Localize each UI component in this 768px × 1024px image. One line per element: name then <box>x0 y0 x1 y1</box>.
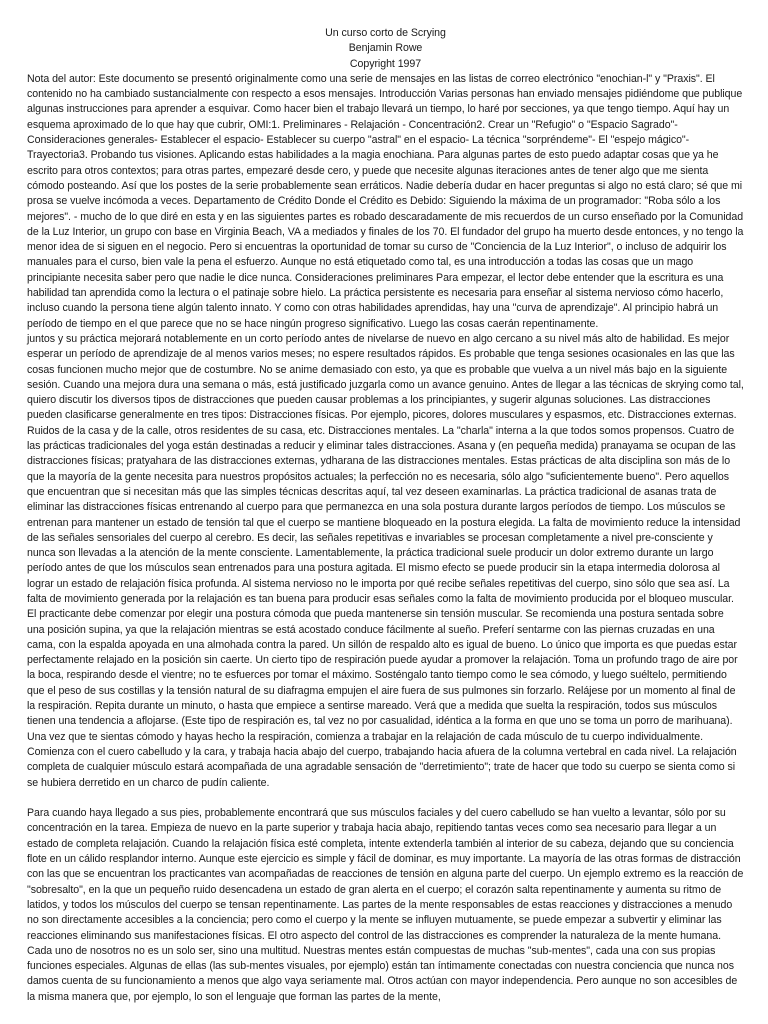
paragraph-author-note: Nota del autor: Este documento se presentó originalmente como una serie de mensajes en las listas de correo electrónico "enochian-l" y "Praxis". El contenido no ha cambiado sustancialmente con respecto a esos mensajes. Introducción Varias personas han enviado mensajes pidiéndome que publique algunas instrucciones para aprender a esquivar. Como hacer bien el trabajo llevará un tiempo, lo haré por secciones, ya que tengo tiempo. Aquí hay un esquema aproximado de lo que hay que cubrir, OMI:1. Preliminares - Relajación - Concentración2. Crear un "Refugio" o "Espacio Sagrado"- Consideraciones generales- Establecer el espacio- Establecer su cuerpo "astral" en el espacio- La técnica "sorpréndeme"- El "espejo mágico"- Trayectoria3. Probando tus visiones. Aplicando estas habilidades a la magia enochiana. Para algunas partes de esto puedo adaptar cosas que ya he escrito para otros contextos; para otras partes, empezaré desde cero, y puede que necesite algunas iteraciones antes de tener algo que me sienta cómodo posteando. Así que los postes de la serie probablemente sean erráticos. Nadie debería dudar en hacer preguntas si algo no está claro; sé que mi prosa se vuelve incómoda a veces. Departamento de Crédito Donde el Crédito es Debido: Siguiendo la máxima de un programador: "Roba sólo a los mejores". - mucho de lo que diré en esta y en las siguientes partes es robado descaradamente de mis recuerdos de un curso enseñado por la Comunidad de la Luz Interior, un grupo con base en Virginia Beach, VA a mediados y finales de los 70. El fundador del grupo ha muerto desde entonces, y no tengo la menor idea de si siguen en el negocio. Pero si encuentras la oportunidad de tomar su curso de "Conciencia de la Luz Interior", o incluso de adquirir los manuales para el curso, bien vale la pena el esfuerzo. Aunque no está etiquetado como tal, es una introducción a todas las cosas que un mago principiante necesita saber pero que nadie le dice nunca. Consideraciones preliminares Para empezar, el lector debe entender que la escritura es una habilidad tan aprendida como la lectura o el patinaje sobre hielo. La práctica persistente es necesaria para enseñar al sistema nervioso cómo hacerlo, incluso cuando la persona tiene algún talento innato. Y como con otras habilidades aprendidas, hay una "curva de aprendizaje". Al principio habrá un período de tiempo en el que parece que no se hace ningún progreso significativo. Luego las cosas caerán repentinamente. <box>27 72 744 330</box>
document-copyright: Copyright 1997 <box>349 57 422 70</box>
document-title: Un curso corto de Scrying <box>325 27 446 39</box>
document-header <box>27 26 744 72</box>
paragraph-distractions: juntos y su práctica mejorará notablemente en un corto período antes de nivelarse de nuevo en algo cercano a su nivel más alto de habilidad. Es mejor esperar un período de aprendizaje de al menos varios meses; no espere resultados rápidos. Es probable que tenga sesiones ocasionales en las que las cosas funcionen mucho mejor que de costumbre. No se anime demasiado con esto, ya que es probable que vuelva a un nivel más bajo en la siguiente sesión. Cuando una mejora dura una semana o más, está justificado juzgarla como un avance genuino. Antes de llegar a las técnicas de skrying como tal, quiero discutir los diversos tipos de distracciones que pueden causar problemas a los principiantes, y sugerir algunas soluciones. Las distracciones pueden clasificarse generalmente en tres tipos: Distracciones físicas. Por ejemplo, picores, dolores musculares y espasmos, etc. Distracciones externas. Ruidos de la casa y de la calle, otros residentes de su casa, etc. Distracciones mentales. La "charla" interna a la que todos somos propensos. Cuatro de las prácticas tradicionales del yoga están destinadas a reducir y eliminar tales distracciones. Asana y (en pequeña medida) pranayama se ocupan de las distracciones físicas; pratyahara de las distracciones externas, ydharana de las distracciones mentales. Estas prácticas de alta disciplina son más de lo que la mayoría de la gente necesita para nuestros propósitos actuales; la perfección no es necesaria, sólo algo "suficientemente bueno". Pero aquellos que encuentran que si necesitan más que las simples técnicas descritas aquí, tal vez deseen examinarlas. La práctica tradicional de asanas trata de eliminar las distracciones físicas entrenando al cuerpo para que permanezca en una sola postura durante largos períodos de tiempo. Los músculos se entrenan para mantener un estado de tensión tal que el cuerpo se mantiene bloqueado en la postura elegida. La falta de movimiento reduce la intensidad de las señales sensoriales del cuerpo al cerebro. Es decir, las señales repetitivas e invariables se procesan completamente a nivel pre-consciente y nunca son llevadas a la atención de la mente consciente. Lamentablemente, la práctica tradicional suele producir un dolor extremo durante un largo período antes de que los músculos sean entrenados para una postura agitada. El mismo efecto se puede producir sin la etapa intermedia dolorosa al lograr un estado de relajación física profunda. Al sistema nervioso no le importa por qué recibe señales repetitivas del cuerpo, sino sólo que sea así. La falta de movimiento generada por la relajación es tan buena para producir esas señales como la falta de movimiento producida por el bloqueo muscular. El practicante debe comenzar por elegir una postura cómoda que pueda mantenerse sin tensión muscular. Se recomienda una postura sentada sobre una posición supina, ya que la relajación mientras se está acostado conduce fácilmente al sueño. Preferí sentarme con las piernas cruzadas en una cama, con la espalda apoyada en una almohada contra la pared. Un sillón de respaldo alto es igual de bueno. Lo único que importa es que puedas estar perfectamente relajado en la posición sin caerte. Un cierto tipo de respiración puede ayudar a promover la relajación. Toma un profundo trago de aire por la boca, respirando desde el vientre; no te esfuerces por tomar el máximo. Sosténgalo tanto tiempo como le sea cómodo, y luego suéltelo, permitiendo que el peso de sus costillas y la tensión natural de su diafragma empujen el aire fuera de sus pulmones sin forzarlo. Relájese por un momento al final de la respiración. Repita durante un minuto, o hasta que empiece a sentirse mareado. Verá que a medida que suelta la respiración, todos sus músculos tienen una tendencia a aflojarse. (Este tipo de respiración es, tal vez no por casualidad, idéntica a la forma en que uno se toma un porro de marihuana). Una vez que te sientas cómodo y hayas hecho la respiración, comienza a trabajar en la relajación de cada músculo de tu cuerpo individualmente. Comienza con el cuero cabelludo y la cara, y trabaja hacia abajo del cuerpo, trabajando hacia afuera de la columna vertebral en cada nivel. La relajación completa de cualquier músculo estará acompañada de una agradable sensación de "derretimiento"; trate de hacer que todo su cuerpo se sienta como si se hubiera derretido en un charco de pudín caliente. <box>27 332 744 789</box>
document-author: Benjamin Rowe <box>348 42 423 55</box>
paragraph-relaxation: Para cuando haya llegado a sus pies, probablemente encontrará que sus músculos faciales y del cuero cabelludo se han vuelto a levantar, sólo por su concentración en la tarea. Empieza de nuevo en la parte superior y trabaja hacia abajo, repitiendo tantas veces como sea necesario para llegar a un estado de completa relajación. Cuando la relajación física esté completa, intente extenderla también al interior de su cabeza, dejando que su conciencia flote en un cálido resplandor interno. Aunque este ejercicio es simple y fácil de dominar, es muy importante. La mayoría de las otras formas de distracción con las que se encuentran los practicantes van acompañadas de reacciones de tensión en alguna parte del cuerpo. Un ejemplo extremo es la reacción de "sobresalto", en la que un pequeño ruido desencadena un estado de gran alerta en el cuerpo; el corazón salta repentinamente y aumenta su ritmo de latidos, y todos los músculos del cuerpo se tensan repentinamente. Las partes de la mente responsables de estas reacciones y distracciones a menudo no son directamente accesibles a la conciencia; pero como el cuerpo y la mente se influyen mutuamente, se puede empezar a subvertir y eliminar las reacciones eliminando sus manifestaciones físicas. El otro aspecto del control de las distracciones es comprender la naturaleza de la mente humana. Cada uno de nosotros no es un solo ser, sino una multitud. Nuestras mentes están compuestas de muchas "sub-mentes", cada una con sus propias funciones especiales. Algunas de ellas (las sub-mentes visuales, por ejemplo) están tan íntimamente conectadas con nuestra conciencia que nunca nos damos cuenta de su funcionamiento a menos que algo vaya seriamente mal. Otros actúan con mayor independencia. Pero aunque no son accesibles de la misma manera que, por ejemplo, lo son el lenguaje que forman las partes de la mente, <box>27 807 744 1003</box>
document-page <box>27 26 744 1005</box>
paragraph-spacer <box>27 791 744 806</box>
